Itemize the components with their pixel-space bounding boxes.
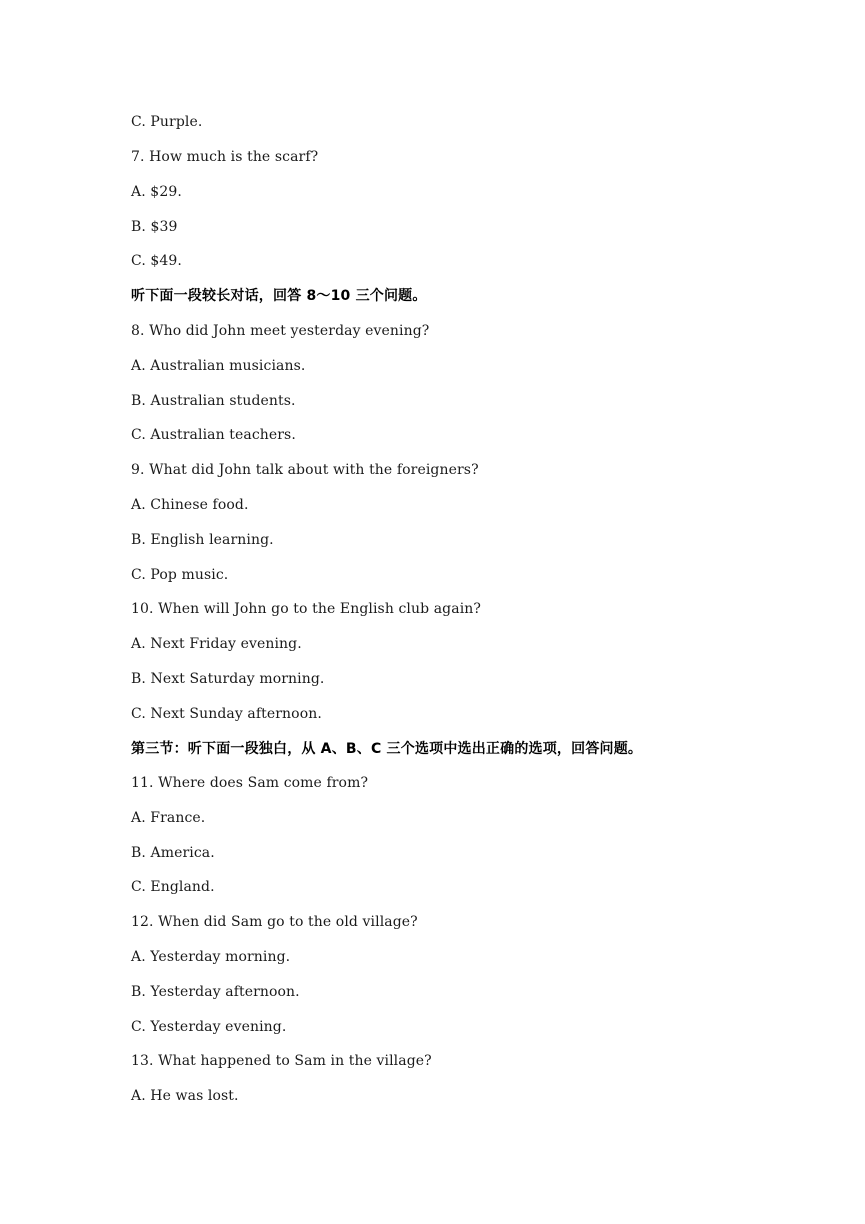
section-three-instruction: 第三节：听下面一段独白，从 A、B、C 三个选项中选出正确的选项，回答问题。: [131, 741, 643, 757]
q11-option-a: A. France.: [131, 810, 206, 826]
q12-option-c: C. Yesterday evening.: [131, 1019, 287, 1035]
section-instruction-8-10: 听下面一段较长对话，回答 8～10 三个问题。: [131, 288, 427, 304]
q8-question: 8. Who did John meet yesterday evening?: [131, 323, 430, 339]
q9-question: 9. What did John talk about with the foreigners?: [131, 462, 479, 478]
q6-option-c: C. Purple.: [131, 114, 203, 130]
q11-option-b: B. America.: [131, 845, 215, 861]
q7-option-b: B. $39: [131, 219, 178, 235]
q8-option-a: A. Australian musicians.: [131, 358, 306, 374]
q10-option-a: A. Next Friday evening.: [131, 636, 302, 652]
q11-question: 11. Where does Sam come from?: [131, 775, 369, 791]
q9-option-a: A. Chinese food.: [131, 497, 249, 513]
q12-option-b: B. Yesterday afternoon.: [131, 984, 300, 1000]
q8-option-c: C. Australian teachers.: [131, 427, 296, 443]
q12-question: 12. When did Sam go to the old village?: [131, 914, 418, 930]
q8-option-b: B. Australian students.: [131, 393, 296, 409]
q9-option-b: B. English learning.: [131, 532, 274, 548]
q12-option-a: A. Yesterday morning.: [131, 949, 291, 965]
q9-option-c: C. Pop music.: [131, 567, 229, 583]
q10-option-b: B. Next Saturday morning.: [131, 671, 325, 687]
q7-option-a: A. $29.: [131, 184, 182, 200]
q10-question: 10. When will John go to the English club again?: [131, 601, 481, 617]
q13-question: 13. What happened to Sam in the village?: [131, 1053, 432, 1069]
q7-option-c: C. $49.: [131, 253, 182, 269]
q7-question: 7. How much is the scarf?: [131, 149, 319, 165]
q11-option-c: C. England.: [131, 879, 215, 895]
q13-option-a: A. He was lost.: [131, 1088, 239, 1104]
q10-option-c: C. Next Sunday afternoon.: [131, 706, 322, 722]
